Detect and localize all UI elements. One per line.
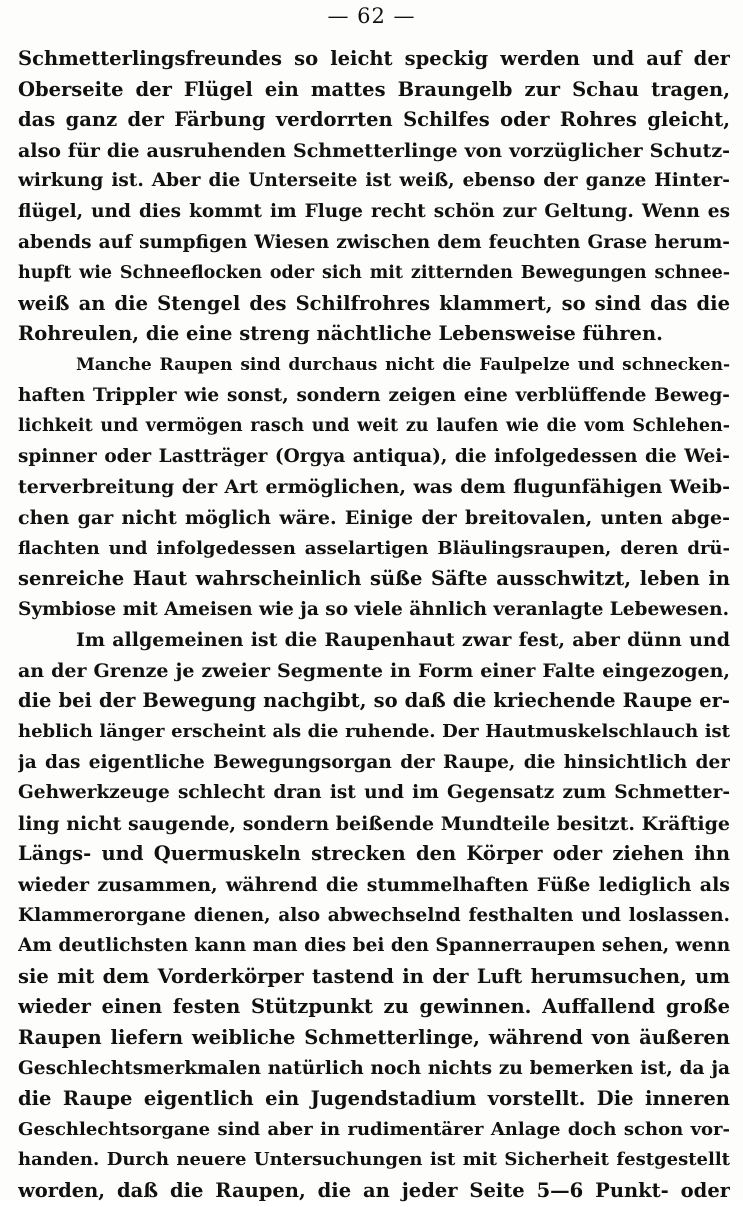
text-line: ja das eigentliche Bewegungsorgan der Raupe, die hinsichtlich der — [18, 751, 730, 773]
text-line: senreiche Haut wahrscheinlich süße Säfte ausschwitzt, leben in — [18, 567, 730, 591]
text-line: das ganz der Färbung verdorrten Schilfes oder Rohres gleicht, — [18, 108, 730, 132]
text-line: Rohreulen, die eine streng nächtliche Lebensweise führen. — [18, 322, 663, 346]
text-line: Längs- und Quermuskeln strecken den Körper oder ziehen ihn — [18, 842, 730, 866]
text-line: Oberseite der Flügel ein mattes Braungelb zur Schau tragen, — [18, 77, 730, 101]
text-line: chen gar nicht möglich wäre. Einige der breitovalen, unten abge- — [18, 506, 730, 529]
text-line: wieder einen festen Stützpunkt zu gewinnen. Auffallend große — [18, 995, 730, 1019]
text-line: ling nicht saugende, sondern beißende Mundteile besitzt. Kräftige — [18, 812, 730, 835]
text-line: Manche Raupen sind durchaus nicht die Faulpelze und schnecken- — [76, 354, 730, 375]
text-line: die bei der Bewegung nachgibt, so daß die kriechende Raupe er- — [18, 689, 730, 713]
text-line: Gehwerkzeuge schlecht dran ist und im Gegensatz zum Schmetter- — [18, 782, 730, 804]
text-line: sie mit dem Vorderkörper tastend in der Luft herumsuchen, um — [18, 964, 730, 988]
body-text — [18, 44, 730, 1207]
text-line: Am deutlichsten kann man dies bei den Spannerraupen sehen, wenn — [18, 935, 730, 957]
text-line: Geschlechtsmerkmalen natürlich noch nichts zu bemerken ist, da ja — [18, 1057, 730, 1079]
text-line: wirkung ist. Aber die Unterseite ist weiß, ebenso der ganze Hinter- — [18, 170, 730, 192]
text-line: handen. Durch neuere Untersuchungen ist mit Sicherheit festgestellt — [18, 1149, 730, 1171]
text-line: wieder zusammen, während die stummelhaften Füße lediglich als — [18, 874, 730, 897]
text-line: weiß an die Stengel des Schilfrohres klammert, so sind das die — [18, 291, 730, 315]
text-line: Symbiose mit Ameisen wie ja so viele ähnlich veranlagte Lebewesen. — [18, 598, 730, 620]
text-line: terverbreitung der Art ermöglichen, was dem flugunfähigen Weib- — [18, 476, 730, 499]
text-line: hupft wie Schneeflocken oder sich mit zitternden Bewegungen schnee- — [18, 263, 730, 284]
text-line: Im allgemeinen ist die Raupenhaut zwar fest, aber dünn und — [76, 629, 730, 652]
text-line: Geschlechtsorgane sind aber in rudimentärer Anlage doch schon vor- — [18, 1118, 730, 1140]
text-line: an der Grenze je zweier Segmente in Form einer Falte eingezogen, — [18, 659, 730, 682]
page-number: — 62 — — [327, 4, 416, 28]
text-line: Klammerorgane dienen, also abwechselnd festhalten und loslassen. — [18, 904, 730, 926]
text-line: abends auf sumpfigen Wiesen zwischen dem feuchten Grase herum- — [18, 231, 730, 253]
text-line: spinner oder Lastträger (Orgya antiqua), die infolgedessen die Wei- — [18, 445, 730, 467]
text-line: Schmetterlingsfreundes so leicht speckig werden und auf der — [18, 47, 730, 70]
text-line: flachten und infolgedessen asselartigen Bläulingsraupen, deren drü- — [18, 537, 730, 559]
text-line: worden, daß die Raupen, die an jeder Seite 5—6 Punkt- oder — [18, 1178, 730, 1202]
text-line: die Raupe eigentlich ein Jugendstadium vorstellt. Die inneren — [18, 1087, 730, 1111]
text-line: flügel, und dies kommt im Fluge recht schön zur Geltung. Wenn es — [18, 200, 730, 222]
text-line: lichkeit und vermögen rasch und weit zu laufen wie die vom Schlehen- — [18, 416, 730, 437]
text-line: also für die ausruhenden Schmetterlinge von vorzüglicher Schutz- — [18, 139, 730, 162]
text-line: Raupen liefern weibliche Schmetterlinge, während von äußeren — [18, 1026, 730, 1049]
text-line: haften Trippler wie sonst, sondern zeigen eine verblüffende Beweg- — [18, 384, 730, 406]
text-line: heblich länger erscheint als die ruhende. Der Hautmuskelschlauch ist — [18, 721, 730, 743]
